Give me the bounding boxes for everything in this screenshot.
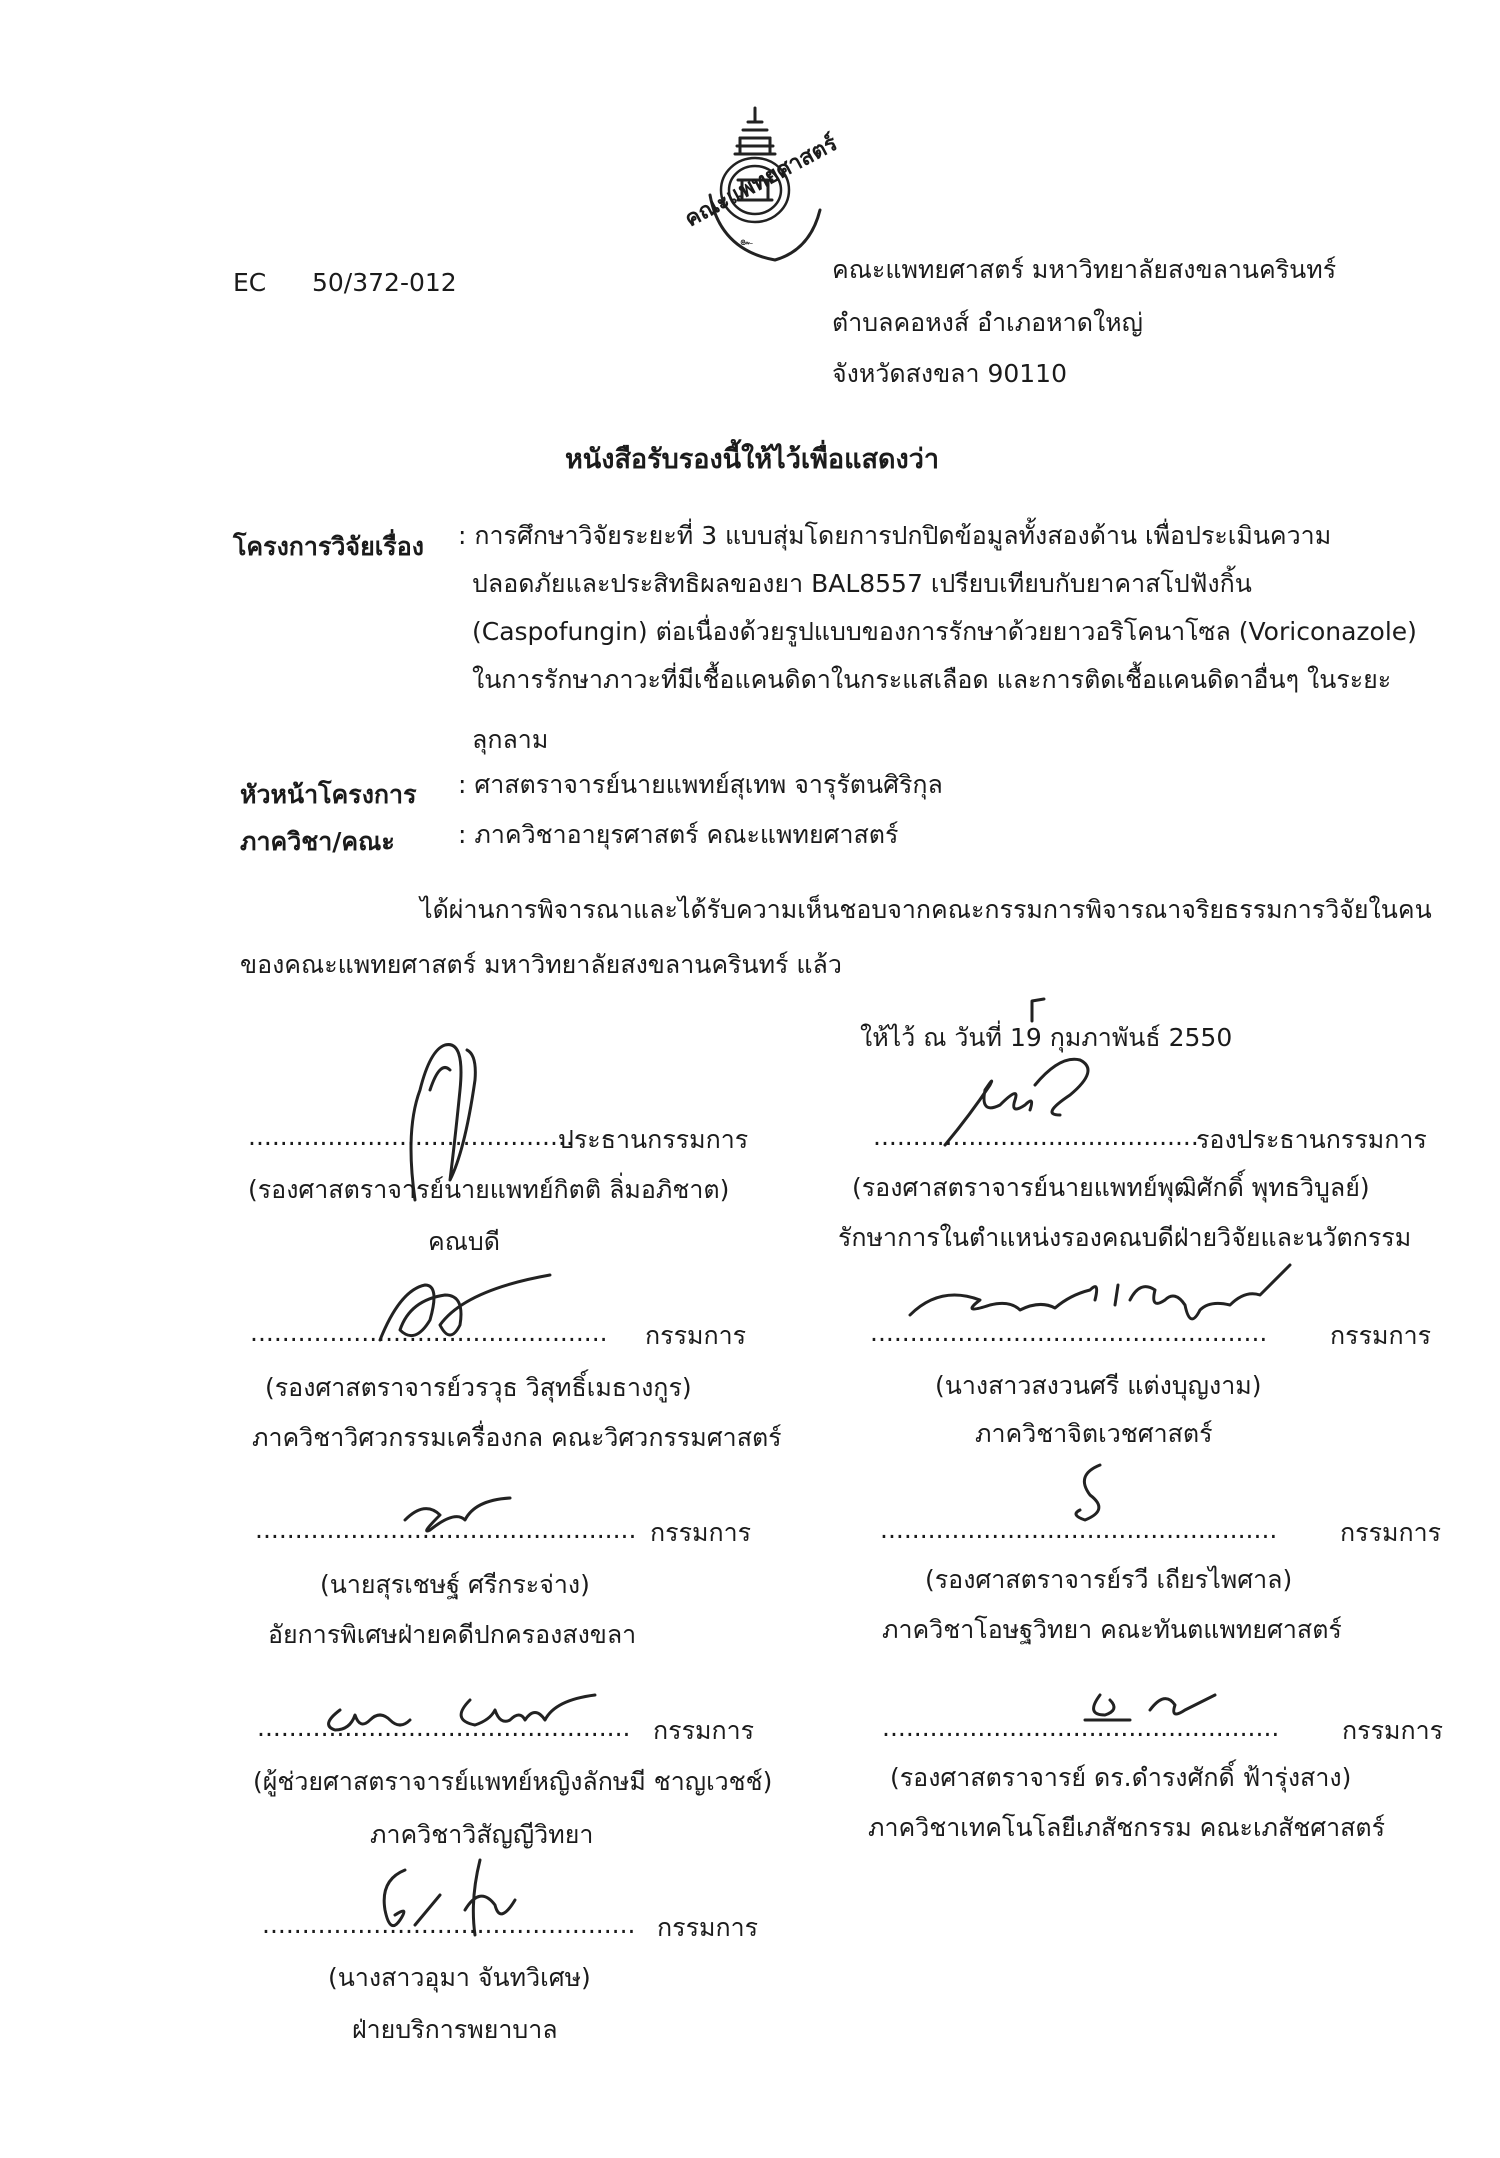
issue-date: ให้ไว้ ณ วันที่ 19 กุมภาพันธ์ 2550 <box>860 1023 1233 1052</box>
certificate-title: หนังสือรับรองนี้ให้ไว้เพื่อแสดงว่า <box>565 444 940 475</box>
project-line-2: ปลอดภัยและประสิทธิผลของยา BAL8557 เปรียบเทียบกับยาคาสโปฟังกิ้น <box>472 569 1252 598</box>
ref-prefix: EC <box>233 268 267 297</box>
signatory-name: (รองศาสตราจารย์ ดร.ดำรงศักดิ์ ฟ้ารุ่งสาง) <box>890 1763 1352 1792</box>
ref-number: 50/372-012 <box>312 268 457 297</box>
project-line-5: ลุกลาม <box>472 725 549 754</box>
signatory-role: กรรมการ <box>645 1321 747 1350</box>
signatory-name: (รองศาสตราจารย์นายแพทย์พุฒิศักดิ์ พุทธวิบูลย์) <box>852 1173 1370 1202</box>
signatory-name: (รองศาสตราจารย์รวี เถียรไพศาล) <box>925 1565 1293 1594</box>
head-of-project-label: หัวหน้าโครงการ <box>240 780 417 809</box>
signatory-role: ประธานกรรมการ <box>558 1125 749 1154</box>
signatory-name: (นางสาวอุมา จันทวิเศษ) <box>328 1963 591 1992</box>
body-line-1: ได้ผ่านการพิจารณาและได้รับความเห็นชอบจากคณะกรรมการพิจารณาจริยธรรมการวิจัยในคน <box>420 895 1432 924</box>
signatory-role: รองประธานกรรมการ <box>1196 1125 1427 1154</box>
project-line-4: ในการรักษาภาวะที่มีเชื้อแคนดิดาในกระแสเลือด และการติดเชื้อแคนดิดาอื่นๆ ในระยะ <box>472 665 1392 694</box>
project-line-3: (Caspofungin) ต่อเนื่องด้วยรูปแบบของการรักษาด้วยยาวอริโคนาโซล (Voriconazole) <box>472 617 1417 646</box>
signatory-name: (นายสุรเชษฐ์ ศรีกระจ่าง) <box>320 1570 590 1599</box>
signatory-name: (รองศาสตราจารย์วรวุธ วิสุทธิ์เมธางกูร) <box>265 1373 692 1402</box>
signatory-role: กรรมการ <box>1342 1716 1444 1745</box>
signatory-name: (ผู้ช่วยศาสตราจารย์แพทย์หญิงลักษมี ชาญเวชช์) <box>253 1767 773 1796</box>
project-label: โครงการวิจัยเรื่อง <box>233 532 424 561</box>
department-label: ภาควิชา/คณะ <box>240 827 395 856</box>
svg-text:๛: ๛ <box>740 235 753 248</box>
signature-line: .................................................. <box>882 1713 1280 1742</box>
signatory-position: ภาควิชาโอษฐวิทยา คณะทันตแพทยศาสตร์ <box>882 1615 1342 1644</box>
signature-line: ......................................... <box>873 1122 1199 1151</box>
head-of-project-value: : ศาสตราจารย์นายแพทย์สุเทพ จารุรัตนศิริกุล <box>458 770 943 799</box>
signature-line: ......................................... <box>248 1122 574 1151</box>
address-line-2: ตำบลคอหงส์ อำเภอหาดใหญ่ <box>832 308 1143 337</box>
signatory-role: กรรมการ <box>1340 1518 1442 1547</box>
signatory-role: กรรมการ <box>1330 1321 1432 1350</box>
signatory-name: (นางสาวสงวนศรี แต่งบุญงาม) <box>935 1371 1262 1400</box>
signatory-position: รักษาการในตำแหน่งรองคณบดีฝ่ายวิจัยและนวัตกรรม <box>838 1223 1412 1252</box>
signatory-position: อัยการพิเศษฝ่ายคดีปกครองสงขลา <box>268 1620 637 1649</box>
signature-line: ................................................ <box>255 1515 637 1544</box>
signatory-name: (รองศาสตราจารย์นายแพทย์กิตติ ลิ่มอภิชาต) <box>248 1175 730 1204</box>
signatory-position: ภาควิชาวิศวกรรมเครื่องกล คณะวิศวกรรมศาสตร์ <box>252 1423 782 1452</box>
signatory-position: ภาควิชาวิสัญญีวิทยา <box>370 1820 594 1849</box>
signature-line: ............................................. <box>250 1318 608 1347</box>
signatory-position: ฝ่ายบริการพยาบาล <box>352 2015 558 2044</box>
emblem-faculty-text: คณะแพทยศาสตร์ <box>680 131 842 233</box>
signature-line: ............................................... <box>257 1713 631 1742</box>
date-correction-mark <box>1020 995 1050 1025</box>
body-line-2: ของคณะแพทยศาสตร์ มหาวิทยาลัยสงขลานครินทร์ แล้ว <box>240 950 842 979</box>
signature-line: ............................................... <box>262 1910 636 1939</box>
address-line-1: คณะแพทยศาสตร์ มหาวิทยาลัยสงขลานครินทร์ <box>832 255 1337 284</box>
project-line-1: : การศึกษาวิจัยระยะที่ 3 แบบสุ่มโดยการปกปิดข้อมูลทั้งสองด้าน เพื่อประเมินความ <box>458 521 1332 550</box>
signatory-position: คณบดี <box>428 1227 501 1256</box>
department-value: : ภาควิชาอายุรศาสตร์ คณะแพทยศาสตร์ <box>458 820 899 849</box>
signature-line: .................................................. <box>870 1318 1268 1347</box>
signatory-role: กรรมการ <box>653 1716 755 1745</box>
signatory-position: ภาควิชาจิตเวชศาสตร์ <box>975 1419 1213 1448</box>
signatory-role: กรรมการ <box>650 1518 752 1547</box>
address-line-3: จังหวัดสงขลา 90110 <box>832 359 1067 388</box>
signature-line: .................................................. <box>880 1515 1278 1544</box>
signatory-role: กรรมการ <box>657 1913 759 1942</box>
signatory-position: ภาควิชาเทคโนโลยีเภสัชกรรม คณะเภสัชศาสตร์ <box>868 1813 1386 1842</box>
